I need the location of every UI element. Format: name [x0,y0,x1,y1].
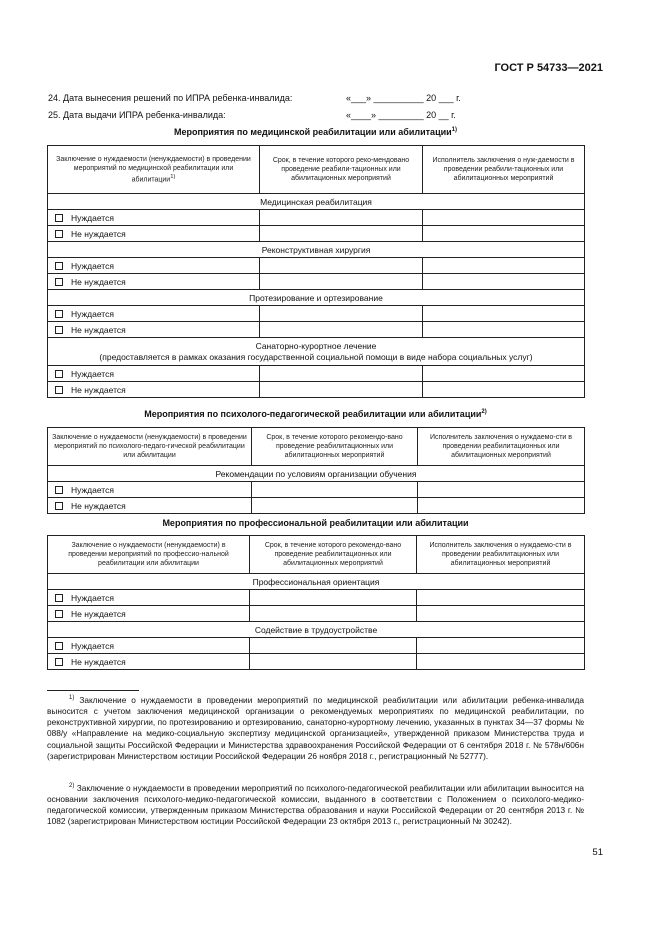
decision-date-value: «___» __________ 20 ___ г. [346,93,461,103]
table-row [48,498,585,514]
term-cell[interactable] [250,654,417,670]
checkbox[interactable] [55,310,63,318]
executor-cell[interactable] [423,274,585,290]
option-needs[interactable]: Нуждается [48,482,252,498]
option-needs[interactable]: Нуждается [48,366,260,382]
medical-header-executor: Исполнитель заключения о нуж-даемости в проведении реабили-тационных или абилитационных мероприятий [423,146,585,194]
executor-cell[interactable] [423,258,585,274]
checkbox[interactable] [55,486,63,494]
footnote-1-mark: 1) [69,695,75,701]
checkbox[interactable] [55,230,63,238]
checkbox[interactable] [55,214,63,222]
checkbox[interactable] [55,262,63,270]
executor-cell[interactable] [417,590,585,606]
checkbox[interactable] [55,610,63,618]
option-not-needs[interactable]: Не нуждается [48,274,260,290]
psych-section-title-text: Мероприятия по психолого-педагогической реабилитации или абилитации [144,409,482,419]
executor-cell[interactable] [423,366,585,382]
checkbox[interactable] [55,658,63,666]
term-cell[interactable] [252,482,418,498]
psych-header-term: Срок, в течение которого рекомендо-вано проведение реабилитационных или абилитационных мероприятий [252,428,418,466]
footnote-2 [47,781,584,828]
executor-cell[interactable] [423,322,585,338]
checkbox[interactable] [55,642,63,650]
footnote-divider [47,690,139,691]
option-not-needs[interactable]: Не нуждается [48,498,252,514]
medical-section-title-text: Мероприятия по медицинской реабилитации или абилитации [173,127,452,137]
checkbox[interactable] [55,370,63,378]
term-cell[interactable] [250,638,417,654]
option-needs[interactable]: Нуждается [48,306,260,322]
group-reconstructive-surgery: Реконструктивная хирургия [48,242,585,258]
option-not-needs[interactable]: Не нуждается [48,654,250,670]
term-cell[interactable] [250,590,417,606]
checkbox[interactable] [55,502,63,510]
checkbox[interactable] [55,278,63,286]
psych-header-need: Заключение о нуждаемости (ненуждаемости) в проведении мероприятий по психолого-педаго-гической реабилитации или абилитации [48,428,252,466]
term-cell[interactable] [252,498,418,514]
checkbox[interactable] [55,594,63,602]
executor-cell[interactable] [418,498,585,514]
table-row [48,226,585,242]
term-cell[interactable] [250,606,417,622]
professional-section-title-text: Мероприятия по профессиональной реабилитации или абилитации [162,518,469,528]
option-not-needs[interactable]: Не нуждается [48,226,260,242]
table-row [48,258,585,274]
term-cell[interactable] [260,306,423,322]
table-row [48,306,585,322]
prof-header-term: Срок, в течение которого рекомендо-вано проведение реабилитационных или абилитационных мероприятий [250,536,417,574]
checkbox[interactable] [55,326,63,334]
option-not-needs[interactable]: Не нуждается [48,382,260,398]
term-cell[interactable] [260,366,423,382]
executor-cell[interactable] [423,210,585,226]
table-row [48,606,585,622]
psych-table [47,427,585,514]
medical-header-term: Срок, в течение которого реко-мендовано проведение реабили-тационных или абилитационных мероприятий [260,146,423,194]
table-row [48,638,585,654]
term-cell[interactable] [260,382,423,398]
medical-section-title [48,127,583,137]
group-professional-orientation: Профессиональная ориентация [48,574,585,590]
table-row [48,590,585,606]
table-row [48,654,585,670]
executor-cell[interactable] [417,654,585,670]
option-needs[interactable]: Нуждается [48,258,260,274]
footnote-2-text: Заключение о нуждаемости в проведении мероприятий по психолого-педагогической реабилитации или абилитации выносится на основании заключения психолого-медико-педагогической комиссии, выданного в соответствии с Положением о психолого-медико-педагогической комиссии, утвержденным приказом Министерства образования и науки Российской Федерации от 20 сентября 2013 г. № 1082 (зарегистрирован Министерством юстиции Российской Федерации 23 октября 2013 г., регистрационный № 30242). [47,782,584,827]
issue-date-label: 25. Дата выдачи ИПРА ребенка-инвалида: [48,110,226,120]
medical-header-need: Заключение о нуждаемости (ненуждаемости) в проведении мероприятий по медицинской реабилитации или абилитации$^{1)}$ [48,146,260,194]
psych-header-executor: Исполнитель заключения о нуждаемо-сти в проведении реабилитационных или абилитационных мероприятий [418,428,585,466]
decision-date-label: 24. Дата вынесения решений по ИПРА ребенка-инвалида: [48,93,293,103]
group-education-conditions: Рекомендации по условиям организации обучения [48,466,585,482]
professional-table [47,535,585,670]
medical-table [47,145,585,398]
standard-number: ГОСТ Р 54733—2021 [494,62,603,74]
option-not-needs[interactable]: Не нуждается [48,322,260,338]
option-needs[interactable]: Нуждается [48,590,250,606]
footnote-ref-1: 1) [451,127,458,133]
professional-section-title [48,518,583,528]
executor-cell[interactable] [418,482,585,498]
executor-cell[interactable] [417,638,585,654]
group-employment-assistance: Содействие в трудоустройстве [48,622,585,638]
executor-cell[interactable] [423,306,585,322]
group-sanatorium: Санаторно-курортное лечение (предоставляется в рамках оказания государственной социальной помощи в виде набора социальных услуг) [48,338,585,366]
table-row [48,482,585,498]
term-cell[interactable] [260,258,423,274]
option-needs[interactable]: Нуждается [48,210,260,226]
table-row [48,366,585,382]
group-prosthetics: Протезирование и ортезирование [48,290,585,306]
table-row [48,322,585,338]
term-cell[interactable] [260,322,423,338]
table-row [48,210,585,226]
page-number: 51 [592,847,603,858]
psych-section-title [48,409,583,419]
footnote-ref-2: 2) [481,409,487,415]
executor-cell[interactable] [417,606,585,622]
table-row [48,274,585,290]
option-not-needs[interactable]: Не нуждается [48,606,250,622]
option-needs[interactable]: Нуждается [48,638,250,654]
prof-header-need: Заключение о нуждаемости (ненуждаемости) в проведении мероприятий по профессио-нальной реабилитации или абилитации [48,536,250,574]
term-cell[interactable] [260,274,423,290]
executor-cell[interactable] [423,382,585,398]
footnote-1-text: Заключение о нуждаемости в проведении мероприятий по медицинской реабилитации или абилитации ребенка-инвалида выносится с учетом заключения медицинской организации о рекомендуемых мероприятиях по медицинской реабилитации, по реконструктивной хирургии, по протезированию и ортезированию, санаторно-курортному лечению, указанных в пунктах 34—37 формы № 088/у «Направление на медико-социальную экспертизу медицинской организацией», утвержденной приказом Министерства труда и социальной защиты Российской Федерации и Министерства здравоохранения Российской Федерации от 6 сентября 2018 г. № 578н/606н (зарегистрирован Министерством юстиции Российской Федерации 26 ноября 2018 г., регистрационный № 52777). [47,694,584,761]
footnote-1 [47,693,584,762]
issue-date-item [48,110,456,120]
checkbox[interactable] [55,386,63,394]
issue-date-value: «____» _________ 20 __ г. [346,110,456,120]
group-medical-rehab: Медицинская реабилитация [48,194,585,210]
decision-date-item [48,93,461,103]
term-cell[interactable] [260,226,423,242]
executor-cell[interactable] [423,226,585,242]
table-row [48,382,585,398]
term-cell[interactable] [260,210,423,226]
footnote-2-mark: 2) [69,783,75,789]
prof-header-executor: Исполнитель заключения о нуждаемо-сти в проведении реабилитационных или абилитационных мероприятий [417,536,585,574]
